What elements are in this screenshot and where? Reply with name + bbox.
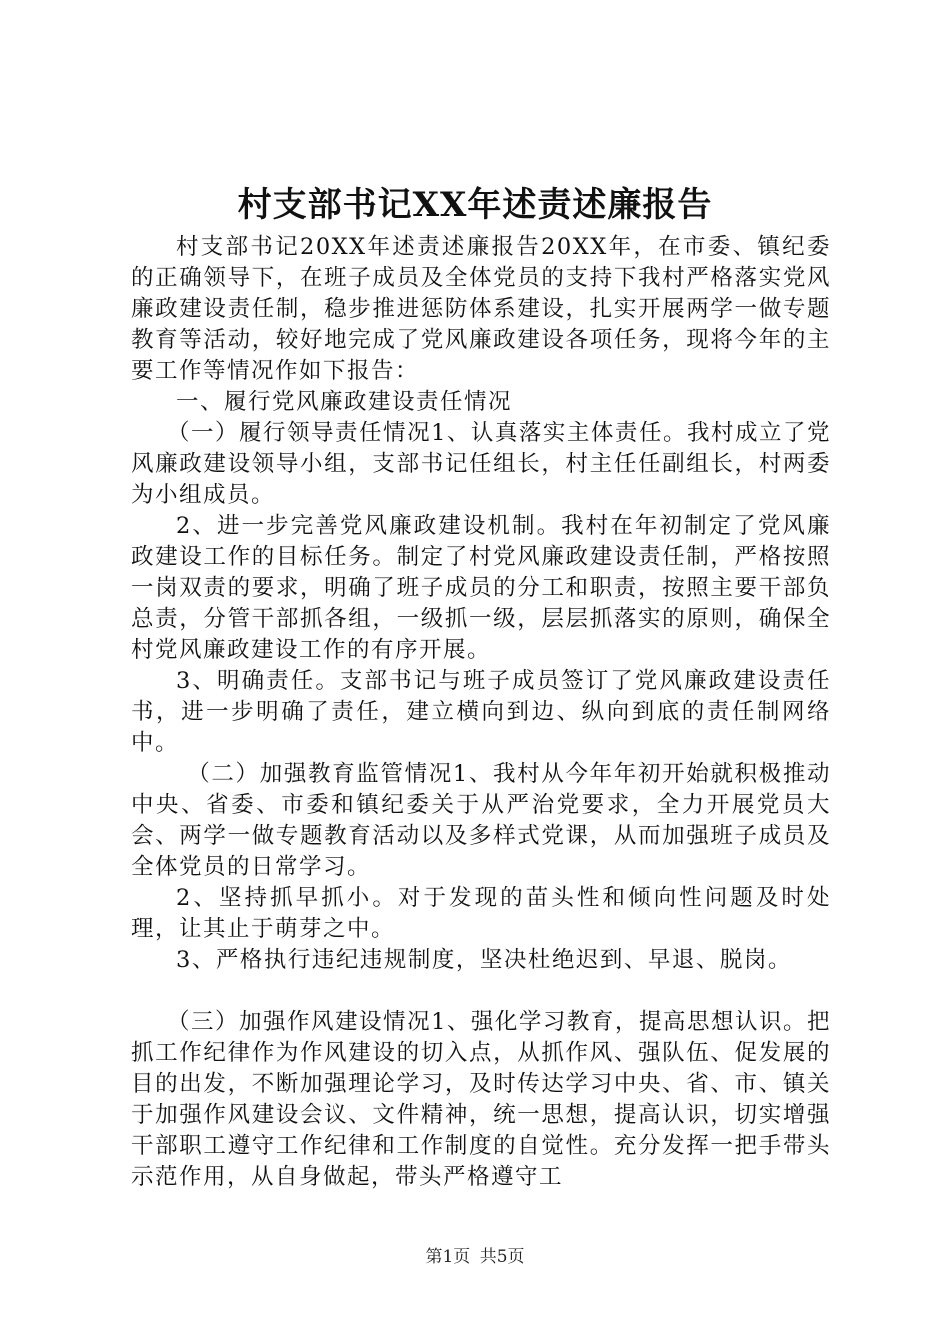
paragraph-subsection-2: （二）加强教育监管情况1、我村从今年年初开始就积极推动中央、省委、市委和镇纪委关于从严治党要求，全力开展党员大会、两学一做专题教育活动以及多样式党课，从而加强班子成员及全体党员的日常学习。	[131, 761, 831, 880]
paragraph-item-2b: 2、坚持抓早抓小。对于发现的苗头性和倾向性问题及时处理，让其止于萌芽之中。	[131, 885, 831, 942]
paragraph-intro: 村支部书记20XX年述责述廉报告20XX年，在市委、镇纪委的正确领导下，在班子成员及全体党员的支持下我村严格落实党风廉政建设责任制，稳步推进惩防体系建设，扎实开展两学一做专题教育等活动，较好地完成了党风廉政建设各项任务，现将今年的主要工作等情况作如下报告：	[131, 234, 831, 384]
page-total: 共5页	[479, 1247, 525, 1267]
paragraph-subsection-1: （一）履行领导责任情况1、认真落实主体责任。我村成立了党风廉政建设领导小组，支部书记任组长，村主任任副组长，村两委为小组成员。	[131, 420, 831, 508]
paragraph-gap	[131, 976, 831, 1007]
document-title: 村支部书记XX年述责述廉报告	[237, 185, 713, 225]
paragraph-subsection-3: （三）加强作风建设情况1、强化学习教育，提高思想认识。把抓工作纪律作为作风建设的切入点，从抓作风、强队伍、促发展的目的出发，不断加强理论学习，及时传达学习中央、省、市、镇关于加强作风建设会议、文件精神，统一思想，提高认识，切实增强干部职工遵守工作纪律和工作制度的自觉性。充分发挥一把手带头示范作用，从自身做起，带头严格遵守工	[131, 1009, 831, 1190]
paragraph-item-3b: 3、严格执行违纪违规制度，坚决杜绝迟到、早退、脱岗。	[176, 947, 792, 973]
section-heading-1: 一、履行党风廉政建设责任情况	[176, 389, 513, 415]
document-body	[131, 232, 831, 1193]
page-footer	[0, 1245, 950, 1269]
page-number: 第1页	[425, 1247, 471, 1267]
paragraph-item-2: 2、进一步完善党风廉政建设机制。我村在年初制定了党风廉政建设工作的目标任务。制定了村党风廉政建设责任制，严格按照一岗双责的要求，明确了班子成员的分工和职责，按照主要干部负总责，分管干部抓各组，一级抓一级，层层抓落实的原则，确保全村党风廉政建设工作的有序开展。	[131, 513, 831, 663]
paragraph-item-3: 3、明确责任。支部书记与班子成员签订了党风廉政建设责任书，进一步明确了责任，建立横向到边、纵向到底的责任制网络中。	[131, 668, 831, 756]
